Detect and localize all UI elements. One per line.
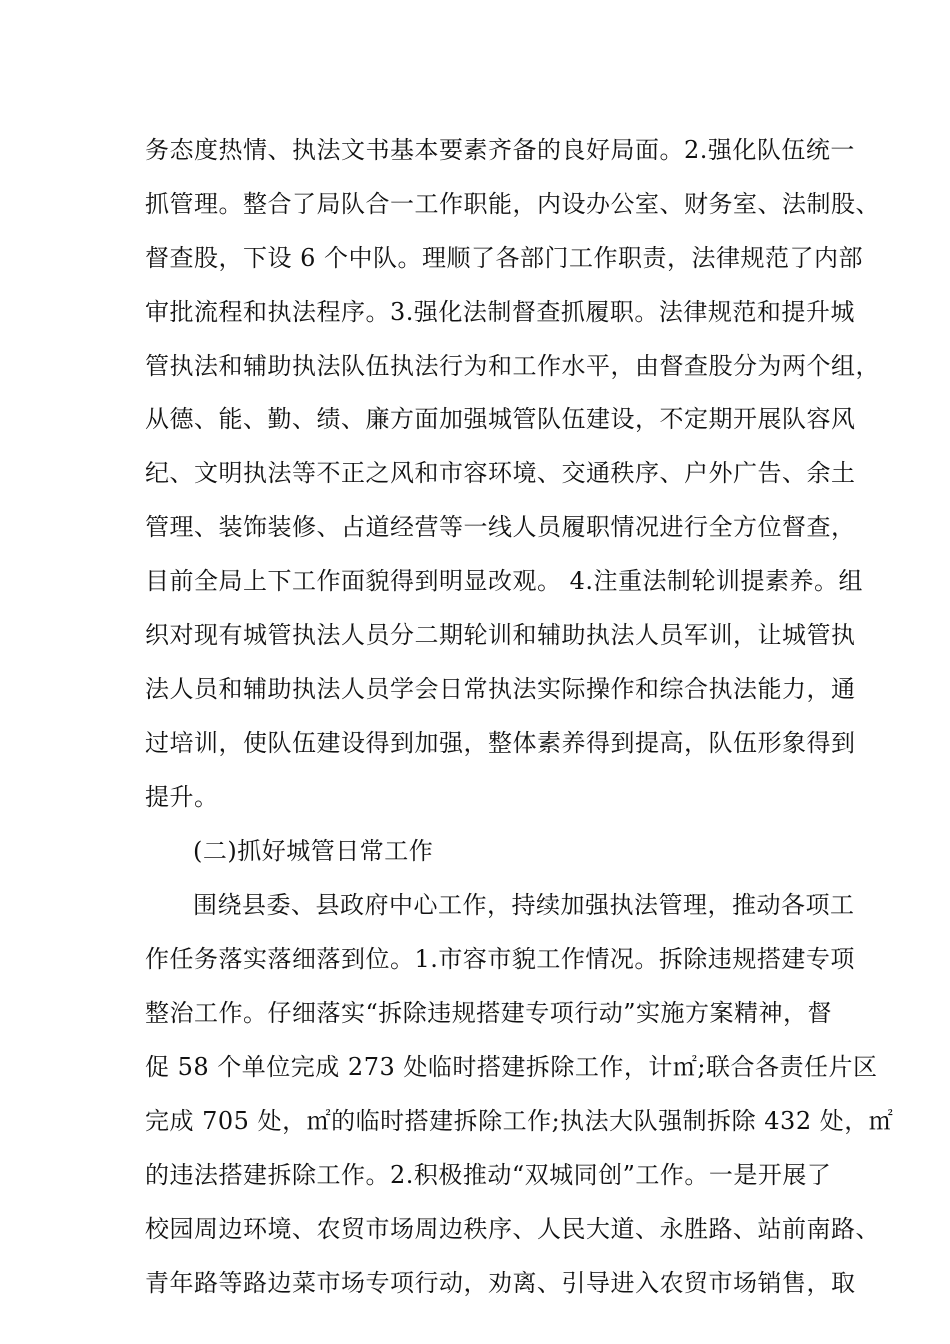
text-line: 促 58 个单位完成 273 处临时搭建拆除工作，计㎡;联合各责任片区 xyxy=(145,1053,878,1081)
text-line: 管执法和辅助执法队伍执法行为和工作水平，由督查股分为两个组， xyxy=(145,352,880,380)
text-line: 整治工作。仔细落实“拆除违规搭建专项行动”实施方案精神，督 xyxy=(145,999,833,1027)
text-line: 管理、装饰装修、占道经营等一线人员履职情况进行全方位督查， xyxy=(145,513,856,541)
text-line: 纪、文明执法等不正之风和市容环境、交通秩序、户外广告、余土 xyxy=(145,459,856,487)
text-line: 审批流程和执法程序。3.强化法制督查抓履职。法律规范和提升城 xyxy=(145,298,855,326)
text-line: 抓管理。整合了局队合一工作职能，内设办公室、财务室、法制股、 xyxy=(145,190,880,218)
text-line: 督查股，下设 6 个中队。理顺了各部门工作职责，法律规范了内部 xyxy=(145,244,864,272)
section-heading: (二)抓好城管日常工作 xyxy=(193,837,434,865)
text-line: 青年路等路边菜市场专项行动，劝离、引导进入农贸市场销售，取 xyxy=(145,1269,856,1297)
text-line: 校园周边环境、农贸市场周边秩序、人民大道、永胜路、站前南路、 xyxy=(145,1215,880,1243)
text-line: 提升。 xyxy=(145,783,219,811)
text-line: 法人员和辅助执法人员学会日常执法实际操作和综合执法能力，通 xyxy=(145,675,856,703)
text-line: 的违法搭建拆除工作。2.积极推动“双城同创”工作。一是开展了 xyxy=(145,1161,832,1189)
text-line: 织对现有城管执法人员分二期轮训和辅助执法人员军训，让城管执 xyxy=(145,621,856,649)
text-line: 目前全局上下工作面貌得到明显改观。 4.注重法制轮训提素养。组 xyxy=(145,567,864,595)
text-line: 作任务落实落细落到位。1.市容市貌工作情况。拆除违规搭建专项 xyxy=(145,945,855,973)
text-line: 完成 705 处，㎡的临时搭建拆除工作;执法大队强制拆除 432 处，㎡ xyxy=(145,1107,894,1135)
text-line: 从德、能、勤、绩、廉方面加强城管队伍建设，不定期开展队容风 xyxy=(145,405,856,433)
text-line: 过培训，使队伍建设得到加强，整体素养得到提高，队伍形象得到 xyxy=(145,729,856,757)
text-line: 务态度热情、执法文书基本要素齐备的良好局面。2.强化队伍统一 xyxy=(145,136,855,164)
text-line: 围绕县委、县政府中心工作，持续加强执法管理，推动各项工 xyxy=(193,891,855,919)
